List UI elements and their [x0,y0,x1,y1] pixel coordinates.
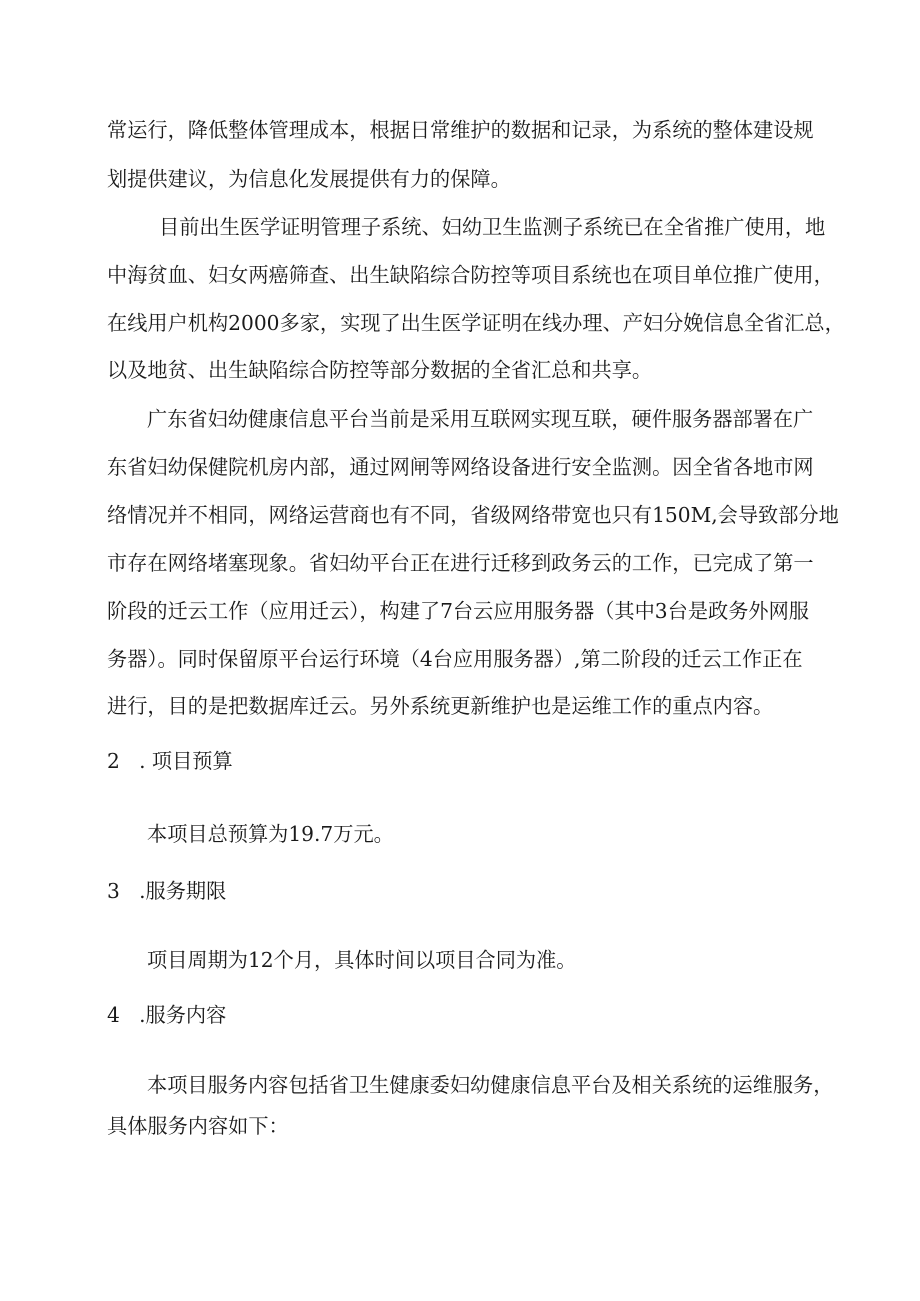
section-heading-content: 4 .服务内容 [107,1003,227,1027]
paragraph-line: 在线用户机构2000多家，实现了出生医学证明在线办理、产妇分娩信息全省汇总， [107,311,845,335]
paragraph-line: 阶段的迁云工作（应用迁云），构建了7台云应用服务器（其中3台是政务外网服 [107,599,809,623]
paragraph-line: 东省妇幼保健院机房内部，通过网闸等网络设备进行安全监测。因全省各地市网 [107,455,814,479]
section-heading-term: 3 .服务期限 [107,879,227,903]
paragraph-line: 以及地贫、出生缺陷综合防控等部分数据的全省汇总和共享。 [107,358,653,382]
paragraph-line: 目前出生医学证明管理子系统、妇幼卫生监测子系统已在全省推广使用，地 [159,215,826,239]
paragraph-line: 中海贫血、妇女两癌筛查、出生缺陷综合防控等项目系统也在项目单位推广使用， [107,263,834,287]
paragraph-line: 划提供建议，为信息化发展提供有力的保障。 [107,167,511,191]
paragraph-line: 进行，目的是把数据库迁云。另外系统更新维护也是运维工作的重点内容。 [107,694,774,718]
paragraph-line: 务器）。同时保留原平台运行环境（4台应用服务器）,第二阶段的迁云工作正在 [107,647,803,671]
paragraph-line: 常运行，降低整体管理成本，根据日常维护的数据和记录，为系统的整体建设规 [107,118,814,142]
paragraph-line: 本项目服务内容包括省卫生健康委妇幼健康信息平台及相关系统的运维服务， [147,1073,834,1097]
section-heading-budget: 2 . 项目预算 [107,749,233,773]
term-text: 项目周期为12个月，具体时间以项目合同为准。 [147,948,577,972]
paragraph-line: 具体服务内容如下： [107,1114,289,1138]
paragraph-line: 广东省妇幼健康信息平台当前是采用互联网实现互联，硬件服务器部署在广 [147,407,814,431]
paragraph-line: 络情况并不相同，网络运营商也有不同，省级网络带宽也只有150M,会导致部分地 [107,503,839,527]
paragraph-line: 市存在网络堵塞现象。省妇幼平台正在进行迁移到政务云的工作，已完成了第一 [107,551,814,575]
budget-text: 本项目总预算为19.7万元。 [147,822,394,846]
